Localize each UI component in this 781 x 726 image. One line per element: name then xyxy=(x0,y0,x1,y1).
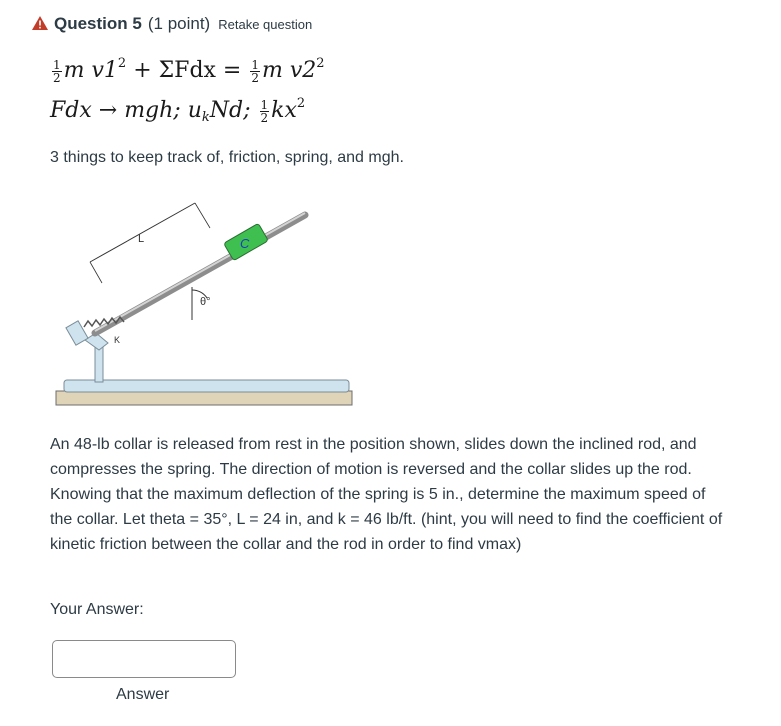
inclined-rod xyxy=(95,215,305,333)
equation-work-terms: Fdx → mgh; $u_kNd$; $\frac{1}{2}$ $kx^2$ xyxy=(50,96,306,125)
answer-label: Answer xyxy=(116,686,170,703)
answer-prompt: Your Answer: xyxy=(50,601,144,618)
answer-input[interactable] xyxy=(52,640,236,678)
ground-plate xyxy=(64,380,349,392)
retake-question-link[interactable]: Retake question xyxy=(218,17,313,32)
ground-base xyxy=(56,391,352,405)
equation-energy: $\frac{1}{2}$ m $v1^2 + \Sigma Fdx$ = $\frac{1}{2}$ m $v2^2$ xyxy=(53,56,325,85)
student-note: 3 things to keep track of, friction, spring, and mgh. xyxy=(50,149,404,166)
rod-end-block xyxy=(66,321,88,345)
collar-label: C xyxy=(240,236,250,251)
angle-label: θ° xyxy=(200,296,211,308)
fraction-half: $\frac{1}{2}$ xyxy=(251,57,259,85)
spring-constant-label: K xyxy=(114,335,121,345)
problem-statement: An 48-lb collar is released from rest in the position shown, slides down the inclined rod, and compresses the spring. The direction of motion is reversed and the collar slides up the rod. Knowing that the maximum deflection of the spring is 5 in., determine the maximum speed of the collar. Let theta = 35°, L = 24 in, and k = 46 lb/ft. (hint, you will need to find the coefficient of kinetic friction between the collar and the rod in order to find vmax) xyxy=(50,436,723,553)
question-points: (1 point) xyxy=(147,14,211,33)
length-label: L xyxy=(138,233,145,245)
question-header xyxy=(32,14,312,34)
collar-rod-figure xyxy=(50,195,360,415)
fraction-half: $\frac{1}{2}$ xyxy=(260,97,269,125)
fraction-half: $\frac{1}{2}$ xyxy=(53,57,61,85)
question-title: Question 5 xyxy=(54,14,142,33)
warning-icon xyxy=(32,16,48,30)
